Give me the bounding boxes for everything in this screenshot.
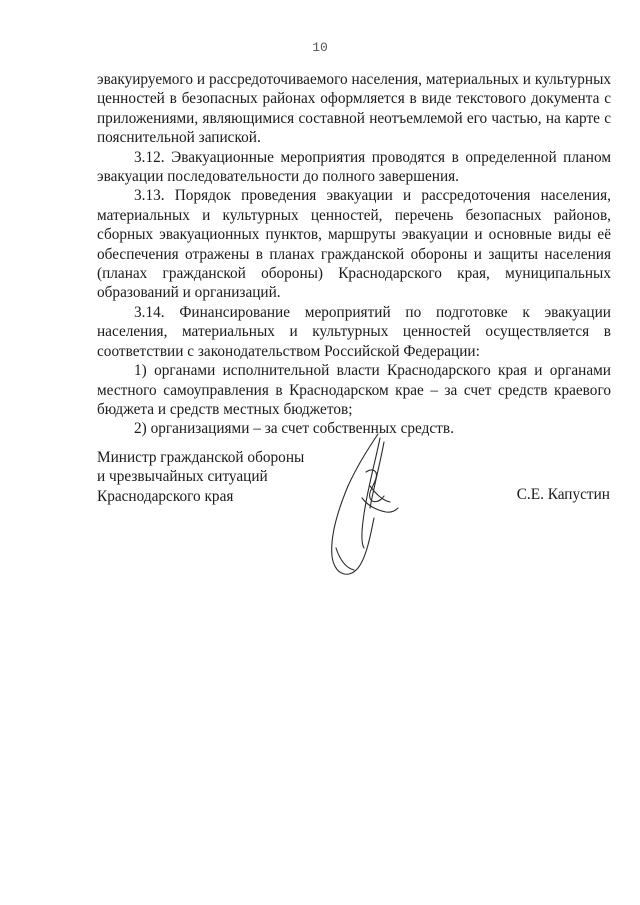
paragraph-3-12: 3.12. Эвакуационные мероприятия проводятся в определенной планом эвакуации последовательности до полного завершения. [97,148,611,186]
position-line-3: Краснодарского края [97,487,234,505]
position-line-2: и чрезвычайных ситуаций [97,468,268,486]
paragraph-3-13: 3.13. Порядок проведения эвакуации и рассредоточения населения, материальных и культурных ценностей, перечень безопасных районов, сборных эвакуационных пунктов, маршруты эвакуации и основные виды её обеспечения отражены в планах гражданской обороны и защиты населения (планах гражданской обороны) Краснодарского края, муниципальных образований и организаций. [97,187,611,302]
signer-name: С.Е. Капустин [516,486,610,503]
document-body [97,70,611,439]
position-line-1: Министр гражданской обороны [97,449,305,466]
paragraph-evacuation-docs: эвакуируемого и рассредоточиваемого населения, материальных и культурных ценностей в безопасных районах оформляется в виде текстового документа с приложениями, являющимися составной неотъемлемой его частью, на карте с пояснительной запиской. [97,71,611,147]
list-item-1: 1) органами исполнительной власти Краснодарского края и органами местного самоуправления в Краснодарском крае – за счет средств краевого бюджета и средств местных бюджетов; [97,362,611,418]
signatory-position [97,448,304,506]
page-number: 10 [312,40,328,55]
paragraph-3-14: 3.14. Финансирование мероприятий по подготовке к эвакуации населения, материальных и культурных ценностей осуществляется в соответствии с законодательством Российской Федерации: [97,303,611,360]
handwritten-signature [300,428,420,588]
list-item-2: 2) организациями – за счет собственных средств. [134,420,454,438]
